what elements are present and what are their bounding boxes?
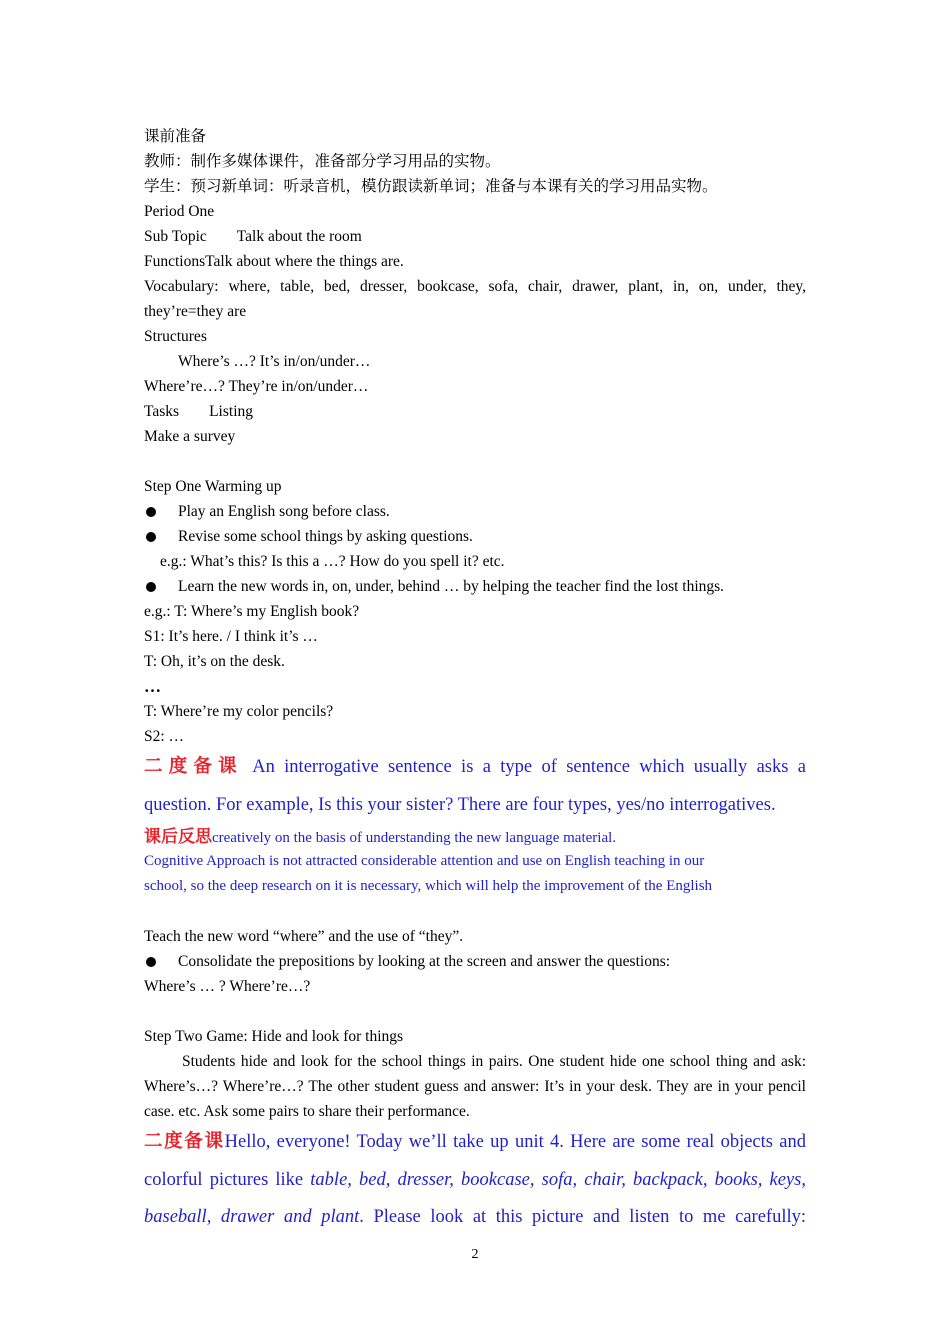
step-one-title: Step One Warming up — [144, 478, 282, 495]
vocabulary-line-1: Vocabulary: where, table, bed, dresser, bookcase, sofa, chair, drawer, plant, in, on, under, they, — [144, 278, 806, 295]
functions-label: Functions — [144, 253, 206, 270]
teach-line: Teach the new word “where” and the use of “they”. — [144, 928, 464, 945]
dialog-line: T: Where’re my color pencils? — [144, 703, 334, 720]
step-two-paragraph: Students hide and look for the school things in pairs. One student hide one school thing and ask: Where’s…? Where’re…? The other student guess and answer: It’s in your desk. They are in your pencil case. etc. Ask some pairs to share their performance. — [144, 1053, 806, 1120]
prep-title: 课前准备 — [144, 128, 207, 145]
note-1-tag: 二度备课 — [144, 757, 243, 777]
tasks-value: Listing — [209, 403, 254, 420]
functions-line — [144, 249, 806, 274]
page-number: 2 — [471, 1247, 479, 1262]
subtopic-value: Talk about the room — [236, 228, 362, 245]
structure-line-1: Where’s …? It’s in/on/under… — [178, 353, 371, 370]
dialog-ellipsis: … — [144, 677, 162, 696]
note-2-tag: 课后反思 — [144, 827, 212, 846]
structure-line-2: Where’re…? They’re in/on/under… — [144, 378, 369, 395]
tasks-line-2: Make a survey — [144, 428, 236, 445]
note-2-line-1: 课后反思creatively on the basis of understanding the new language material. — [144, 827, 617, 846]
example-line: e.g.: What’s this? Is this a …? How do you spell it? etc. — [160, 553, 505, 570]
note-1-line-2: question. For example, Is this your sister? There are four types, yes/no interrogatives. — [144, 794, 776, 815]
note-1-line-1: 二度备课 An interrogative sentence is a type of sentence which usually asks a — [144, 757, 806, 777]
bullet-item: Play an English song before class. — [144, 499, 806, 524]
dialog-line: S1: It’s here. / I think it’s … — [144, 628, 318, 645]
dialog-line: T: Oh, it’s on the desk. — [144, 653, 285, 670]
note-3-line-3: baseball, drawer and plant. Please look at this picture and listen to me carefully: — [144, 1207, 806, 1227]
note-2-line-3: school, so the deep research on it is necessary, which will help the improvement of the English — [144, 878, 713, 894]
step-two-title: Step Two Game: Hide and look for things — [144, 1028, 404, 1045]
prep-teacher: 教师：制作多媒体课件，准备部分学习用品的实物。 — [144, 153, 501, 170]
bullet-dot — [146, 957, 156, 967]
tasks-line — [144, 399, 806, 424]
bullet-item: Consolidate the prepositions by looking at the screen and answer the questions: — [144, 949, 806, 974]
bullet-dot — [146, 507, 156, 517]
note-3-line-1: 二度备课Hello, everyone! Today we’ll take up unit 4. Here are some real objects and — [144, 1132, 806, 1152]
bullet-item: Learn the new words in, on, under, behind … by helping the teacher find the lost things. — [144, 574, 806, 599]
blank-line — [144, 449, 806, 474]
tasks-label: Tasks — [144, 403, 180, 420]
subtopic-label: Sub Topic — [144, 228, 207, 245]
blank-line — [144, 899, 806, 924]
vocabulary-line-2: they’re=they are — [144, 303, 247, 320]
dialog-line: e.g.: T: Where’s my English book? — [144, 603, 360, 620]
bullet-dot — [146, 532, 156, 542]
dialog-line: S2: … — [144, 728, 185, 745]
functions-value: Talk about where the things are. — [205, 253, 404, 270]
prep-student: 学生：预习新单词：听录音机，模仿跟读新单词；准备与本课有关的学习用品实物。 — [144, 178, 718, 195]
teach-questions: Where’s … ? Where’re…? — [144, 978, 311, 995]
blank-line — [144, 999, 806, 1024]
subtopic-line — [144, 224, 806, 249]
structures-label: Structures — [144, 328, 207, 345]
note-2-line-2: Cognitive Approach is not attracted considerable attention and use on English teaching in our — [144, 853, 705, 869]
period-heading: Period One — [144, 203, 215, 220]
bullet-dot — [146, 582, 156, 592]
bullet-item: Revise some school things by asking questions. — [144, 524, 806, 549]
note-3-tag: 二度备课 — [144, 1132, 225, 1152]
page-content — [144, 124, 806, 1237]
note-3-line-2: colorful pictures like table, bed, dresser, bookcase, sofa, chair, backpack, books, keys, — [144, 1169, 806, 1190]
